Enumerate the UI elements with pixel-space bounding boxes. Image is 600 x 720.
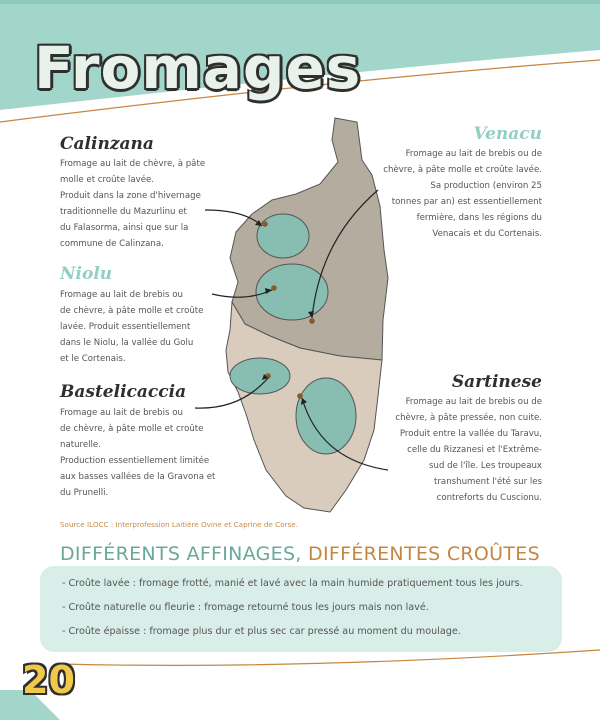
region-title-bastelicaccia: Bastelicaccia bbox=[60, 382, 187, 402]
page-title: Fromages bbox=[34, 34, 362, 102]
page-number: 20 bbox=[22, 658, 75, 702]
region-text-bastelicaccia: Fromage au lait de brebis ou de chèvre, à pâte molle et croûte naturelle. Production essentiellement limitée aux basses vallées de la Gravona et du Prunelli. bbox=[60, 408, 216, 498]
source-note: Source ILOCC : Interprofession Laitière Ovine et Caprine de Corse. bbox=[60, 520, 298, 529]
affinages-heading-part1: DIFFÉRENTS AFFINAGES, bbox=[60, 543, 302, 565]
region-title-calinzana: Calinzana bbox=[60, 134, 154, 154]
region-title-venacu: Venacu bbox=[473, 124, 542, 144]
affinage-item-epaisse: - Croûte épaisse : fromage plus dur et plus sec car pressé au moment du moulage. bbox=[62, 626, 461, 637]
region-text-niolu: Fromage au lait de brebis ou de chèvre, à pâte molle et croûte lavée. Produit essentiellement dans le Niolu, la vallée du Golu et le Cortenais. bbox=[60, 290, 204, 364]
affinage-item-naturelle: - Croûte naturelle ou fleurie : fromage retourné tous les jours mais non lavé. bbox=[62, 602, 429, 613]
region-title-niolu: Niolu bbox=[60, 264, 113, 284]
affinages-heading-part2: DIFFÉRENTES CROÛTES bbox=[301, 543, 540, 565]
region-text-venacu: Fromage au lait de brebis ou de chèvre, à pâte molle et croûte lavée. Sa production (environ 25 tonnes par an) est essentiellement fermière, dans les régions du Venacais et du Cortenais. bbox=[383, 149, 542, 239]
region-text-sartinese: Fromage au lait de brebis ou de chèvre, à pâte pressée, non cuite. Produit entre la vallée du Taravu, celle du Rizzanesi et l'Extrême- sud de l'île. Les troupeaux transhument l'été sur les contreforts du Cuscionu. bbox=[395, 397, 542, 503]
affinage-item-lavee: - Croûte lavée : fromage frotté, manié et lavé avec la main humide pratiquement tous les jours. bbox=[62, 578, 523, 589]
region-text-calinzana: Fromage au lait de chèvre, à pâte molle et croûte lavée. Produit dans la zone d'hivernage traditionnelle du Mazurlinu et du Falasorma, ainsi que sur la commune de Calinzana. bbox=[60, 159, 206, 249]
region-title-sartinese: Sartinese bbox=[451, 372, 542, 392]
